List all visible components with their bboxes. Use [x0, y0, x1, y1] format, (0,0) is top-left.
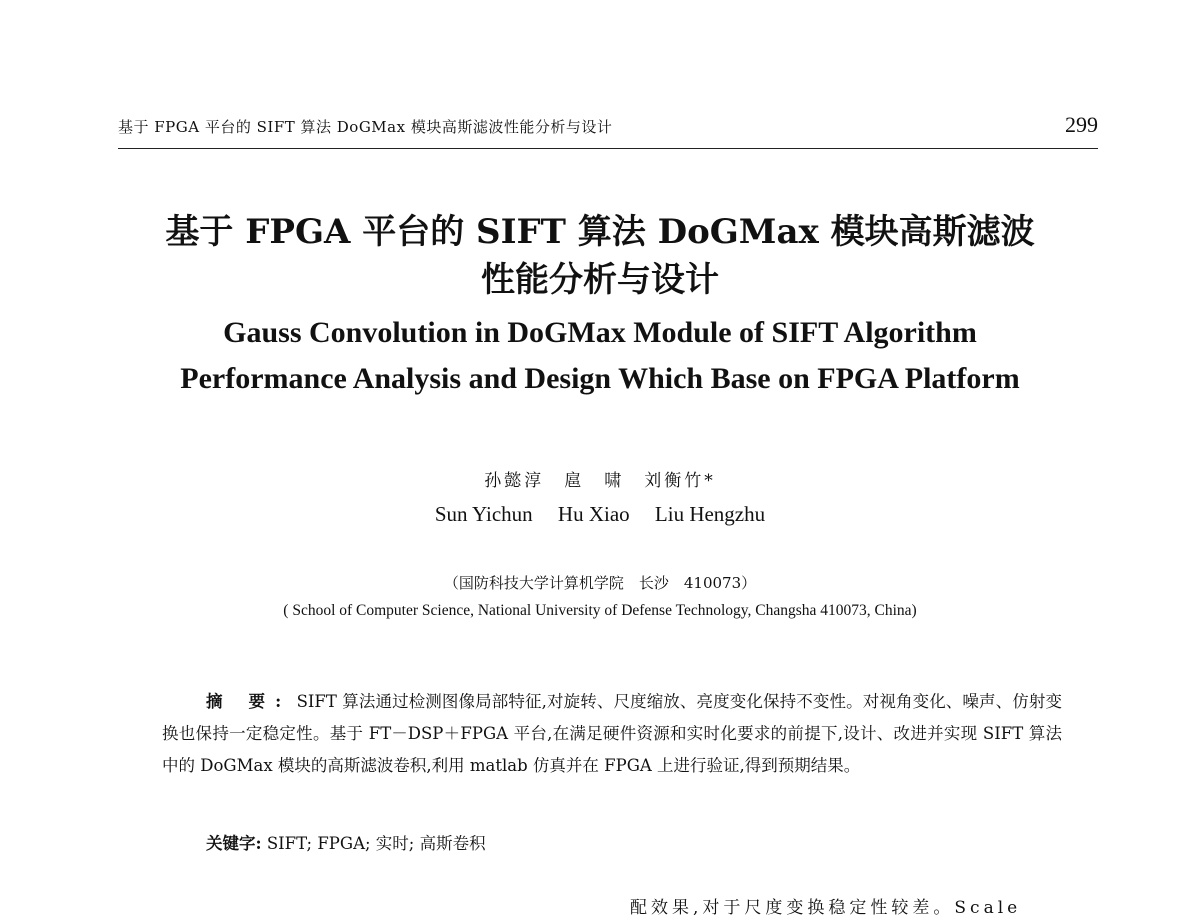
keywords — [206, 830, 486, 854]
title-block — [0, 208, 1200, 402]
title-en-line1: Gauss Convolution in DoGMax Module of SIFT Algorithm — [223, 316, 977, 349]
running-title: 基于 FPGA 平台的 SIFT 算法 DoGMax 模块高斯滤波性能分析与设计 — [118, 118, 613, 136]
title-en-line2: Performance Analysis and Design Which Base on FPGA Platform — [180, 362, 1020, 395]
authors-en — [0, 502, 1200, 527]
abstract-text: SIFT 算法通过检测图像局部特征,对旋转、尺度缩放、亮度变化保持不变性。对视角变化、噪声、仿射变换也保持一定稳定性。基于 FT－DSP＋FPGA 平台,在满足硬件资源和实时化要求的前提下,设计、改进并实现 SIFT 算法中的 DoGMax 模块的高斯滤波卷积,利用 matlab 仿真并在 FPGA 上进行验证,得到预期结果。 — [162, 692, 1063, 775]
affiliation-cn: （国防科技大学计算机学院 长沙 410073） — [443, 574, 757, 592]
title-cn-line1: 基于 FPGA 平台的 SIFT 算法 DoGMax 模块高斯滤波 — [165, 212, 1035, 252]
page-number: 299 — [1065, 112, 1098, 137]
affiliation-en: ( School of Computer Science, National University of Defense Technology, Changsha 410073, China) — [283, 602, 917, 619]
authors-cn: 孙懿淳 扈 啸 刘衡竹* — [484, 471, 716, 491]
body-text-fragment: 配效果,对于尺度变换稳定性较差。Scale — [630, 898, 1022, 918]
keywords-text: SIFT; FPGA; 实时; 高斯卷积 — [266, 834, 486, 853]
abstract-label: 摘 要: — [206, 692, 292, 711]
author-en-3: Liu Hengzhu — [654, 502, 766, 526]
author-en-2: Hu Xiao — [557, 502, 630, 526]
title-cn-line2: 性能分析与设计 — [481, 260, 719, 300]
running-header — [118, 112, 1098, 149]
author-en-1: Sun Yichun — [434, 502, 533, 526]
keywords-label: 关键字: — [206, 834, 262, 853]
abstract — [162, 686, 1062, 782]
